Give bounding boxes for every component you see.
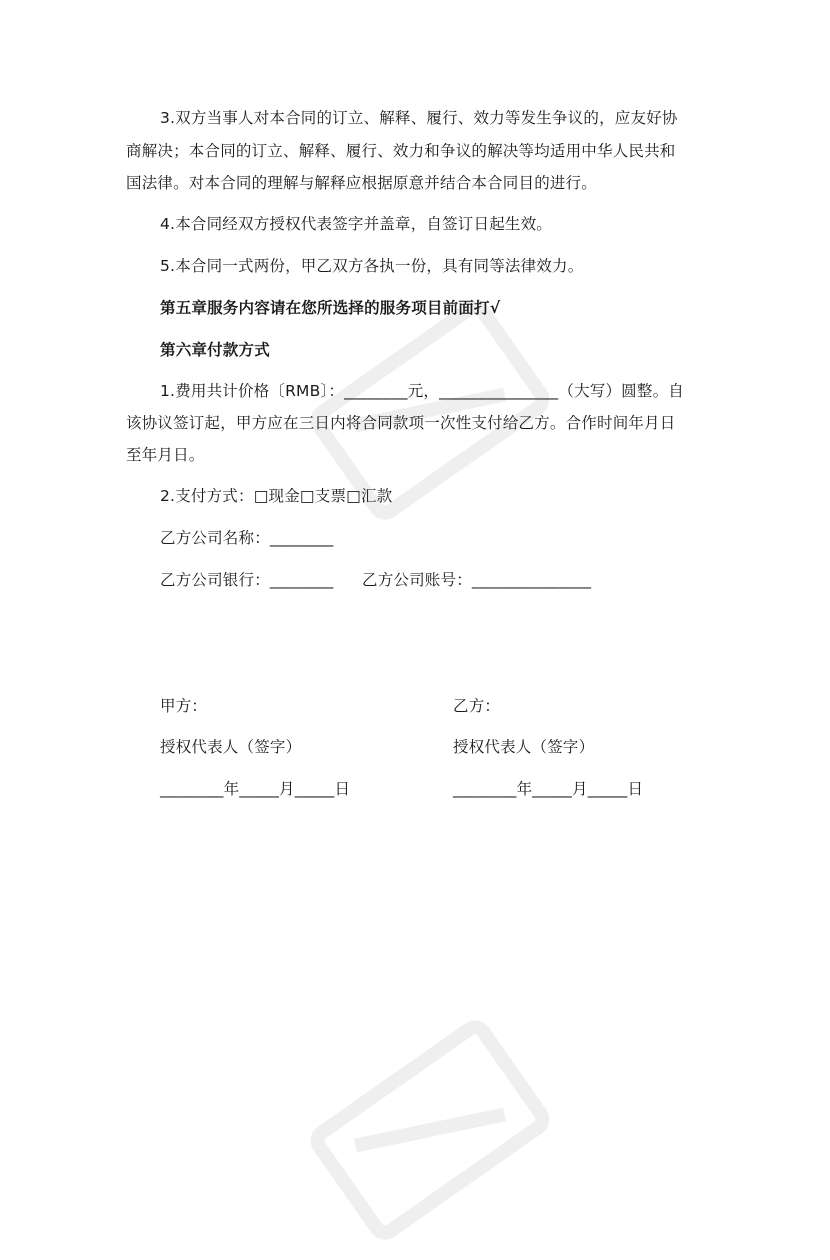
watermark-icon xyxy=(300,1000,560,1260)
party-b-bank: 乙方公司银行：________ xyxy=(160,571,334,589)
chapter-6-heading: 第六章付款方式 xyxy=(160,341,270,359)
clause-5: 5.本合同一式两份，甲乙双方各执一份，具有同等法律效力。 xyxy=(160,257,584,275)
clause-3-line-1: 3.双方当事人对本合同的订立、解释、履行、效力等发生争议的，应友好协 xyxy=(160,109,678,127)
party-a-date: ________年_____月_____日 xyxy=(160,780,351,798)
party-b-rep: 授权代表人（签字） xyxy=(453,738,595,756)
payment-1-line-2: 该协议签订起，甲方应在三日内将合同款项一次性支付给乙方。合作时间年月日 xyxy=(126,414,676,432)
party-b-account: 乙方公司账号：_______________ xyxy=(362,571,592,589)
party-b-company-name: 乙方公司名称：________ xyxy=(160,529,334,547)
party-a-label: 甲方： xyxy=(160,697,208,715)
payment-1-line-3: 至年月日。 xyxy=(126,446,205,464)
party-b-date: ________年_____月_____日 xyxy=(453,780,644,798)
party-b-label: 乙方： xyxy=(453,697,501,715)
party-a-rep: 授权代表人（签字） xyxy=(160,738,302,756)
clause-3-line-2: 商解决；本合同的订立、解释、履行、效力和争议的解决等均适用中华人民共和 xyxy=(126,142,676,160)
clause-4: 4.本合同经双方授权代表签字并盖章，自签订日起生效。 xyxy=(160,215,552,233)
clause-3-line-3: 国法律。对本合同的理解与解释应根据原意并结合本合同目的进行。 xyxy=(126,174,598,192)
payment-1-line-1: 1.费用共计价格〔RMB〕：________元，_______________（大写）圆整。自 xyxy=(160,382,684,400)
chapter-5-heading: 第五章服务内容请在您所选择的服务项目前面打√ xyxy=(160,299,501,317)
payment-method: 2.支付方式：□现金□支票□汇款 xyxy=(160,487,393,505)
